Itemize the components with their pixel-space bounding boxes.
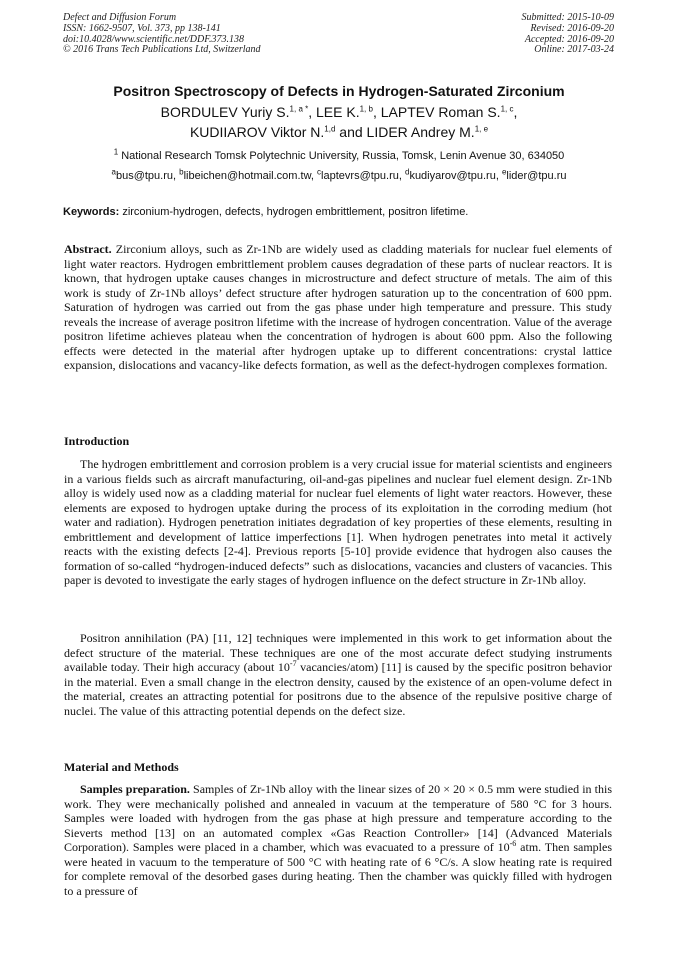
date-accepted: Accepted: 2016-09-20 bbox=[524, 33, 614, 45]
keywords-text: zirconium-hydrogen, defects, hydrogen embrittlement, positron lifetime. bbox=[122, 206, 469, 218]
email-superscript: d bbox=[404, 167, 410, 177]
author-name: LAPTEV Roman S. bbox=[380, 104, 501, 120]
email-superscript: c bbox=[317, 167, 322, 177]
paragraph-text: vacancies/atom) [11] is caused by the specific positron behavior in the material. Even a small change in the electron density, caused by the existence of an open-volume defect in the material, creates an attracting potential for positrons due to the absence of the repulsive positive charge of nuclei. The value of this attracting potential depends on the defect size. bbox=[64, 660, 613, 718]
publication-dates bbox=[522, 13, 615, 56]
abstract-label: Abstract. bbox=[64, 242, 112, 256]
keywords-label: Keywords: bbox=[63, 206, 120, 218]
introduction-paragraph-1 bbox=[64, 457, 612, 588]
keywords bbox=[63, 206, 468, 218]
paper-title: Positron Spectroscopy of Defects in Hydrogen-Saturated Zirconium bbox=[113, 83, 565, 99]
subsection-lead: Samples preparation. bbox=[80, 782, 190, 796]
affiliation-text: National Research Tomsk Polytechnic University, Russia, Tomsk, Lenin Avenue 30, 634050 bbox=[121, 150, 565, 162]
author-superscript: 1, c bbox=[500, 104, 514, 114]
affiliation-superscript: 1 bbox=[113, 147, 119, 157]
date-online: Online: 2017-03-24 bbox=[534, 44, 614, 56]
paragraph-text: Positron annihilation (PA) [11, 12] techniques were implemented in this work to get information about the defect structure of the material. These techniques are one of the most accurate defect studying instruments available today. Their high accuracy (about 10 bbox=[64, 631, 612, 674]
journal-copyright: © 2016 Trans Tech Publications Ltd, Switzerland bbox=[63, 44, 261, 56]
exponent: -6 bbox=[509, 839, 517, 848]
email-superscript: e bbox=[501, 167, 507, 177]
email-link[interactable]: laptevrs@tpu.ru bbox=[321, 170, 399, 182]
date-submitted: Submitted: 2015-10-09 bbox=[521, 12, 614, 23]
author-superscript: 1,d bbox=[324, 124, 336, 134]
author-superscript: 1, e bbox=[474, 124, 489, 134]
email-superscript: a bbox=[111, 167, 116, 177]
author-name: BORDULEV Yuriy S. bbox=[160, 104, 290, 120]
journal-info bbox=[63, 13, 261, 56]
author-emails: $^a$bus@tpu.ru, $^b$libeichen@hotmail.com.tw, $^c$laptevrs@tpu.ru, $^d$kudiyarov@tpu.ru, $^e$lider@tpu.ru bbox=[111, 167, 567, 182]
date-revised: Revised: 2016-09-20 bbox=[530, 22, 614, 34]
abstract-text: Zirconium alloys, such as Zr-1Nb are widely used as cladding materials for nuclear fuel elements of light water reactors. Hydrogen embrittlement problem causes degradation of these parts of nuclear reactors. It is known, that hydrogen uptake causes changes in microstructure and defect structure of metals. The aim of this work is study of Zr-1Nb alloys’ defect structure after hydrogen saturation up to the concentration of 600 ppm. Saturation of hydrogen was carried out from the gas phase under high temperature and pressure. This study reveals the increase of average positron lifetime with the increase of hydrogen concentration. Value of the average positron lifetime achieves plateau when the concentration of hydrogen is about 600 ppm. Also the following effects were detected in the material after hydrogen uptake up to different concentrations: crystal lattice expansion, dislocations and vacancy-like defects formation, as well as the defect-hydrogen complexes formation. bbox=[64, 242, 613, 372]
paragraph-text: Samples of Zr-1Nb alloy with the linear sizes of 20 × 20 × 0.5 mm were studied in this work. They were mechanically polished and annealed in vacuum at the temperature of 580 °C for 3 hours. Samples were loaded with hydrogen from the gas phase at high pressure and temperature according to the Sieverts method [13] on an automated complex «Gas Reaction Controller» [14] (Advanced Materials Corporation). Samples were placed in a chamber, which was evacuated to a pressure of 10 bbox=[64, 782, 612, 854]
author-superscript: 1, a * bbox=[289, 104, 309, 114]
methods-paragraph bbox=[64, 782, 612, 898]
journal-name: Defect and Diffusion Forum bbox=[63, 12, 177, 23]
journal-issn: ISSN: 1662-9507, Vol. 373, pp 138-141 bbox=[63, 22, 221, 34]
introduction-paragraph-2 bbox=[64, 631, 612, 718]
exponent: -7 bbox=[289, 659, 297, 668]
email-link[interactable]: kudiyarov@tpu.ru bbox=[409, 170, 496, 182]
paragraph-text: The hydrogen embrittlement and corrosion problem is a very crucial issue for material scientists and engineers in a various fields such as aircraft manufacturing, oil-and-gas pipelines and nuclear fuel element design. Zr-1Nb alloy is widely used now as a cladding material for nuclear fuel elements of light water reactors. However, these elements are exposed to hydrogen uptake during the process of its exploitation in the corroding medium (hot water and radiation). Hydrogen penetration initiates degradation of key properties of these elements, resulting in embrittlement and development of lattice imperfections [1]. When hydrogen penetrates into metal it actively reacts with the existing defects [2-4]. Previous reports [5-10] provide evidence that hydrogen also causes the formation of so-called “hydrogen-induced defects” such as dislocations, vacancies and clusters of vacancies. This paper is devoted to investigate the early stages of hydrogen influence on the defect structure in Zr-1Nb alloy. bbox=[64, 457, 612, 587]
methods-heading: Material and Methods bbox=[64, 760, 179, 774]
email-link[interactable]: bus@tpu.ru bbox=[115, 170, 173, 182]
introduction-heading: Introduction bbox=[64, 434, 130, 448]
paragraph-text: atm. Then samples were heated in vacuum to the temperature of 500 °C with heating rate of 6 °C/s. A slow heating rate is required for complete removal of the desorbed gases during heating. Then the chamber was quickly filled with hydrogen to a pressure of bbox=[64, 840, 612, 898]
journal-doi[interactable]: doi:10.4028/www.scientific.net/DDF.373.138 bbox=[63, 33, 245, 45]
affiliation bbox=[20, 147, 658, 162]
abstract bbox=[64, 242, 612, 373]
author-name: KUDIIAROV Viktor N. bbox=[189, 124, 325, 140]
author-superscript: 1, b bbox=[359, 104, 373, 114]
email-superscript: b bbox=[179, 167, 184, 177]
author-name: LIDER Andrey M. bbox=[366, 124, 475, 140]
author-name: LEE K. bbox=[316, 104, 360, 120]
email-link[interactable]: libeichen@hotmail.com.tw bbox=[183, 170, 311, 182]
author-list: BORDULEV Yuriy S.$^{1, a *}$, LEE K.$^{1, b}$, LAPTEV Roman S.$^{1, c}$, KUDIIAROV Viktor N.$^{1,d}$ and LIDER Andrey M.$^{1, e}$ bbox=[160, 104, 518, 140]
email-link[interactable]: lider@tpu.ru bbox=[506, 170, 567, 182]
